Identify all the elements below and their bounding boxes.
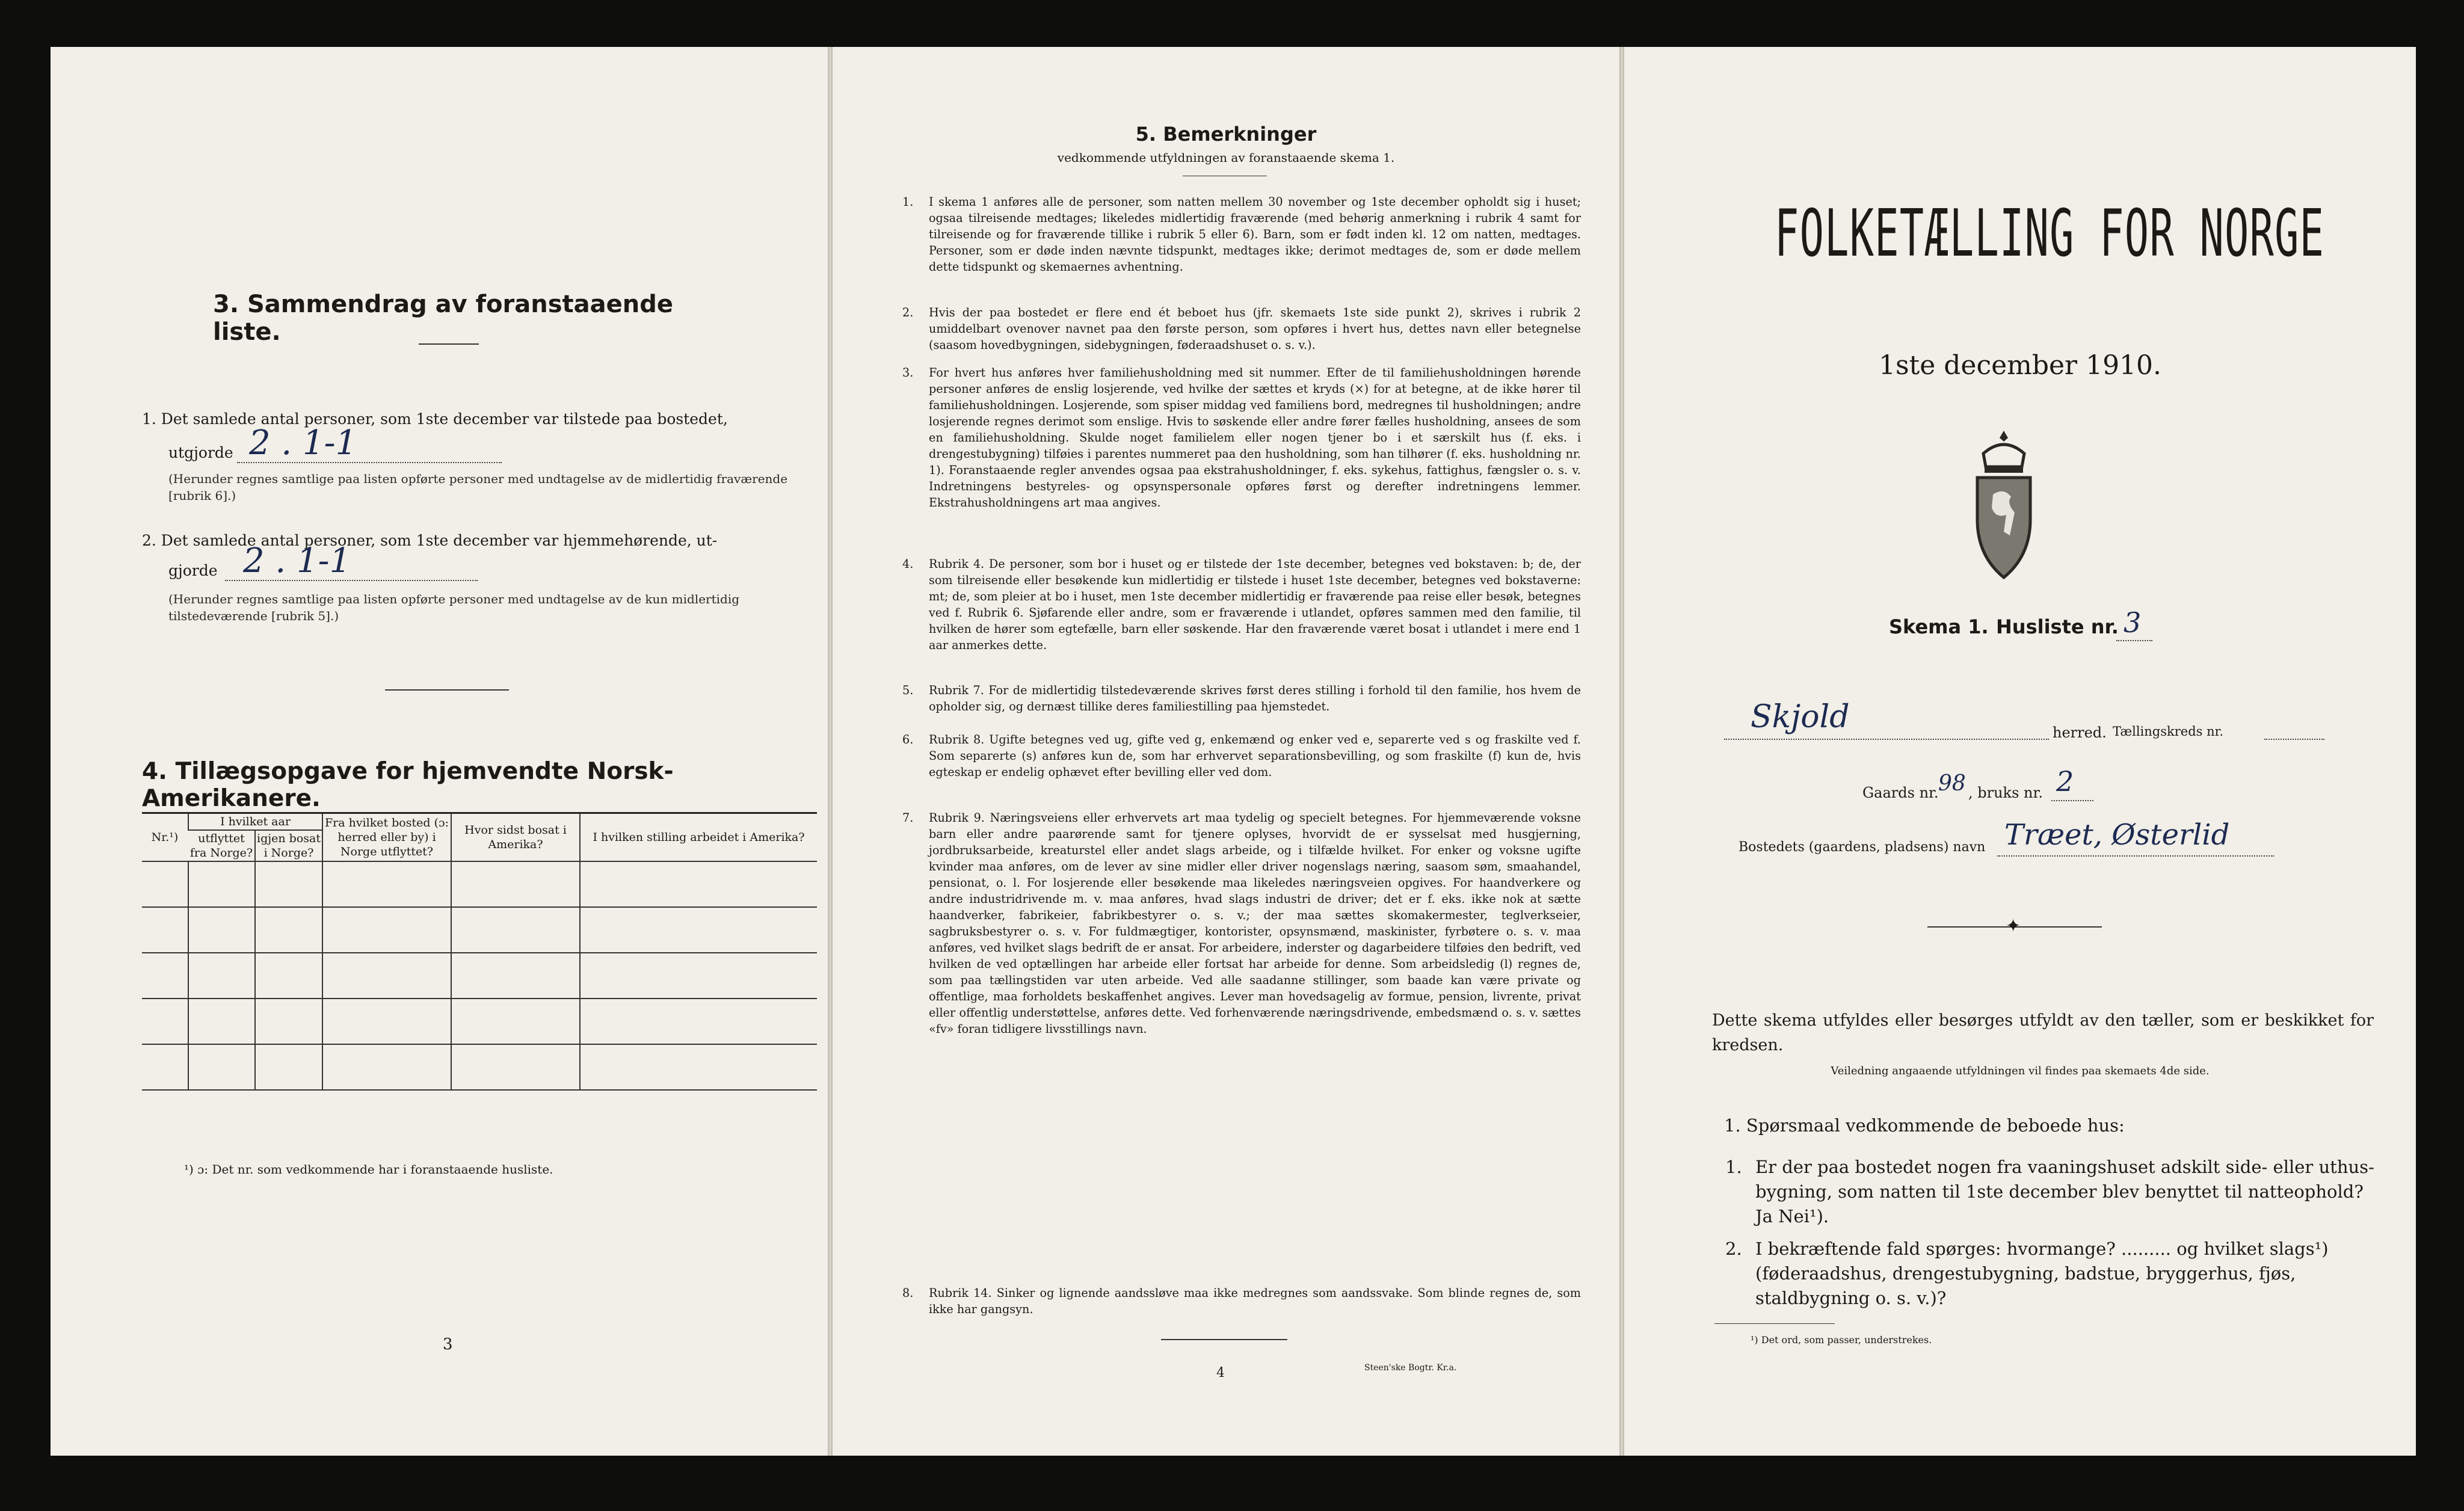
remark-text: Rubrik 7. For de midlertidig tilstedeværende skrives først deres stilling i forhold til den familie, hos hvem de opholder sig, og dernæst tillike deres familiestilling paa hjemstedet. — [929, 683, 1581, 713]
remark-item — [902, 731, 1581, 780]
divider — [1161, 1339, 1287, 1340]
page-middle — [833, 47, 1619, 1456]
bruks-dotline — [2051, 800, 2093, 801]
kreds-label: Tællingskreds nr. — [2113, 724, 2224, 739]
question-answer: Ja Nei¹). — [1755, 1206, 1829, 1226]
bosted-dotline — [1997, 855, 2274, 857]
herred-dotline — [1724, 739, 2049, 740]
page-right — [1624, 47, 2416, 1456]
bruks-value: 2 — [2056, 765, 2074, 798]
divider — [419, 343, 479, 345]
remark-text: Rubrik 9. Næringsveiens eller erhvervets art maa tydelig og specielt betegnes. For hjemmeværende voksne barn eller andre paarørende samt for tjenere oplyses, hvorvidt de er sysselsat med husgjerning, jordbruksarbeide, kreaturstel eller andet slags arbeide, og i tilfælde hvilket. For enker og voksne ugifte kvinder maa anføres, om de lever av sine midler eller driver nogenslags næring, saasom søm, smaahandel, pensionat, o. l. For losjerende eller besøkende maa likeledes næringsveien opgives. For haandverkere og andre industridrivende m. v. maa anføres, hvad slags industri de driver; det er f. eks. ikke nok at sætte haandverker, fabrikeier, fabrikbestyrer o. s. v.; der maa sættes skomakermester, teglverkseier, sagbruksbestyrer o. s. v. For fuldmægtiger, kontorister, opsynsmænd, maskinister, fyrbøtere o. s. v. maa anføres, ved hvilket slags bedrift de er ansat. For arbeidere, inderster og dagarbeidere tilføies den bedrift, ved hvilken de ved optællingen har arbeide eller fortsat har arbeide for denne. Som arbeidsledig (l) regnes de, som paa tællingstiden var uten arbeide. Ved alle saadanne stillinger, som baade kan være private og offentlige, maa forholdets beskaffenhet angives. Lever man hovedsagelig av formue, pension, livrente, privat eller offentlig understøttelse, anføres dette. Ved forhenværende næringsdrivende, embedsmænd o. s. v. sættes «fv» foran tidligere livsstillings navn. — [929, 811, 1581, 1036]
remark-item — [902, 1285, 1581, 1317]
document-title: FOLKETÆLLING FOR NORGE — [1775, 196, 2325, 271]
col-header-igjen: igjen bosat i Norge? — [255, 830, 322, 861]
page-fold — [1619, 47, 1624, 1456]
gaards-label: Gaards nr. — [1862, 784, 1939, 801]
remark-item — [902, 365, 1581, 511]
item2-prefix: gjorde — [168, 562, 218, 579]
remark-item — [902, 304, 1581, 353]
page-number: 4 — [1216, 1365, 1225, 1380]
herred-label: herred. — [2053, 724, 2107, 741]
remark-text: Rubrik 14. Sinker og lignende aandssløve maa ikke medregnes som aandssvake. Som blinde regnes de, som ikke har gangsyn. — [929, 1286, 1581, 1316]
question-text: I bekræftende fald spørges: hvormange? ......... og hvilket slags¹) (føderaadshus, drengestubygning, badstue, bryggerhus, fjøs, staldbygning o. s. v.)? — [1755, 1239, 2329, 1308]
intro-text: Dette skema utfyldes eller besørges utfyldt av den tæller, som er beskikket for kredsen. — [1712, 1011, 2374, 1054]
item2-handwritten-value: 2 . 1-1 — [243, 541, 351, 580]
bruks-label: , bruks nr. — [1968, 784, 2043, 801]
table-row — [142, 999, 817, 1044]
printer-imprint: Steen'ske Bogtr. Kr.a. — [1364, 1363, 1457, 1373]
kreds-dotline — [2264, 739, 2324, 740]
item1-note: (Herunder regnes samtlige paa listen opførte personer med undtagelse av de midlertidig fraværende [rubrik 6].) — [168, 472, 788, 503]
col-header-utflyttet: utflyttet fra Norge? — [188, 830, 255, 861]
heading-summary: 3. Sammendrag av foranstaaende liste. — [213, 291, 673, 346]
table-row — [142, 907, 817, 953]
col-header-group: I hvilket aar — [188, 813, 322, 831]
question-heading: 1. Spørsmaal vedkommende de beboede hus: — [1724, 1115, 2125, 1136]
divider — [1714, 1323, 1835, 1324]
norsk-amerikanere-table — [142, 812, 817, 1091]
gaards-value: 98 — [1938, 771, 1966, 796]
divider — [385, 689, 509, 691]
remark-number: 5. — [902, 683, 914, 697]
page-left — [51, 47, 828, 1456]
remark-item — [902, 556, 1581, 653]
veiledning-text: Veiledning angaaende utfyldningen vil findes paa skemaets 4de side. — [1831, 1065, 2210, 1077]
remark-text: Rubrik 8. Ugifte betegnes ved ug, gifte ved g, enkemænd og enker ved e, separerte ved s og fraskilte ved f. Som separerte (s) anføres kun de, som har erhvervet separationsbevilling, og som fraskilte (f) kun de, hvis egteskap er endelig ophævet efter bevilling eller ved dom. — [929, 733, 1581, 779]
question-number: 2. — [1725, 1239, 1742, 1259]
remark-number: 1. — [902, 195, 914, 209]
question-1-1 — [1725, 1155, 2381, 1229]
remark-number: 3. — [902, 366, 914, 380]
col-header-hvor: Hvor sidst bosat i Amerika? — [451, 813, 580, 862]
item2-note: (Herunder regnes samtlige paa listen opførte personer med undtagelse av de kun midlertidig tilstedeværende [rubrik 5].) — [168, 592, 740, 623]
question-1-2 — [1725, 1237, 2381, 1311]
table-row — [142, 861, 817, 907]
remark-text: I skema 1 anføres alle de personer, som natten mellem 30 november og 1ste december opholdt sig i huset; ogsaa tilreisende medtages; likeledes midlertidig fraværende (med behørig anmerkning i rubrik 4 samt for tilreisende og for fraværende tillike i rubrik 5 eller 6). Barn, som er født inden kl. 12 om natten, medtages. Personer, som er døde inden nævnte tidspunkt, medtages ikke; derimot medtages de, som er døde mellem dette tidspunkt og skemaernes avhentning. — [929, 195, 1581, 274]
item2-text: 2. Det samlede antal personer, som 1ste december var hjemmehørende, ut- — [142, 532, 718, 549]
table-footnote: ¹) ɔ: Det nr. som vedkommende har i foranstaaende husliste. — [184, 1162, 553, 1177]
remark-number: 7. — [902, 811, 914, 825]
table-row — [142, 1044, 817, 1090]
col-header-fra: Fra hvilket bosted (ɔ: herred eller by) i Norge utflyttet? — [322, 813, 451, 862]
table-row — [142, 953, 817, 999]
remark-text: Hvis der paa bostedet er flere end ét beboet hus (jfr. skemaets 1ste side punkt 2), skrives i rubrik 2 umiddelbart ovenover navnet paa den første person, som opføres i hvert hus, dettes navn eller betegnelse (saasom hovedbygningen, sidebygningen, føderaadshuset o. s. v.). — [929, 306, 1581, 352]
heading-bemerkninger: 5. Bemerkninger — [1135, 123, 1317, 146]
page-number: 3 — [443, 1335, 453, 1353]
census-date: 1ste december 1910. — [1878, 350, 2162, 381]
skema-label: Skema 1. — [1889, 615, 1989, 638]
remark-number: 8. — [902, 1286, 914, 1300]
remark-text: Rubrik 4. De personer, som bor i huset og er tilstede der 1ste december, betegnes ved bokstaven: b; de, der som tilreisende eller besøkende kun midlertidig er tilstede i huset 1ste december, betegnes ved bokstaverne: mt; de, som pleier at bo i huset, men 1ste december midlertidig er fraværende paa reise eller besøk, betegnes ved f. Rubrik 6. Sjøfarende eller andre, som er fraværende i utlandet, opføres sammen med den familie, til hvilken de hører som egtefælle, barn eller søskende. Har den fraværende været bosat i utlandet i mere end 1 aar anmerkes dette. — [929, 557, 1581, 652]
remark-number: 6. — [902, 733, 914, 746]
bosted-label: Bostedets (gaardens, pladsens) navn — [1739, 840, 1986, 855]
item1-handwritten-value: 2 . 1-1 — [249, 423, 357, 463]
question-number: 1. — [1725, 1157, 1742, 1177]
husliste-dotline — [2116, 640, 2152, 641]
remark-item — [902, 682, 1581, 715]
remark-number: 2. — [902, 306, 914, 319]
item1-text: 1. Det samlede antal personer, som 1ste december var tilstede paa bostedet, — [142, 410, 728, 428]
remark-item — [902, 194, 1581, 275]
remark-number: 4. — [902, 557, 914, 571]
subheading-bemerkninger: vedkommende utfyldningen av foranstaaende skema 1. — [1057, 150, 1395, 165]
col-header-nr: Nr.¹) — [142, 813, 188, 862]
husliste-value: 3 — [2124, 606, 2142, 639]
remark-text: For hvert hus anføres hver familiehusholdning med sit nummer. Efter de til familiehusholdningen hørende personer anføres de enslig losjerende, ved hvilke der sættes et kryds (×) for at betegne, at de ikke hører til familiehusholdningen. Losjerende, som spiser middag ved familiens bord, medregnes til husholdningen; andre losjerende regnes derimot som enslige. Hvis to søskende eller andre fører fælles husholdning, ansees de som en familiehusholdning. Skulde noget familielem eller nogen tjener bo i et særskilt hus (f. eks. i drengestubygning) tilføies i parentes nummeret paa den husholdning, som han tilhører (f. eks. husholdning nr. 1). Foranstaaende regler anvendes ogsaa paa ekstrahusholdninger, f. eks. sykehus, fattighus, fængsler o. s. v. Indretningens bestyreles- og opsynspersonale opføres først og derefter indretningens lemmer. Ekstrahusholdningens art maa angives. — [929, 366, 1581, 509]
item1-prefix: utgjorde — [168, 444, 233, 461]
herred-value: Skjold — [1751, 699, 1850, 735]
remark-item — [902, 810, 1581, 1037]
heading-norsk-amerikanere: 4. Tillægsopgave for hjemvendte Norsk-Amerikanere. — [142, 758, 674, 812]
bosted-value: Træet, Østerlid — [2004, 818, 2230, 852]
husliste-label: Husliste nr. — [1996, 615, 2119, 638]
question-text: Er der paa bostedet nogen fra vaaningshuset adskilt side- eller uthus-bygning, som natten til 1ste december blev benyttet til natteophold? — [1755, 1157, 2374, 1202]
page-footnote: ¹) Det ord, som passer, understrekes. — [1751, 1334, 1932, 1346]
col-header-stilling: I hvilken stilling arbeidet i Amerika? — [580, 813, 817, 862]
ornament-icon: ✦ — [2006, 916, 2021, 937]
norwegian-coat-of-arms-icon — [1962, 427, 2046, 581]
page-fold — [828, 47, 833, 1456]
